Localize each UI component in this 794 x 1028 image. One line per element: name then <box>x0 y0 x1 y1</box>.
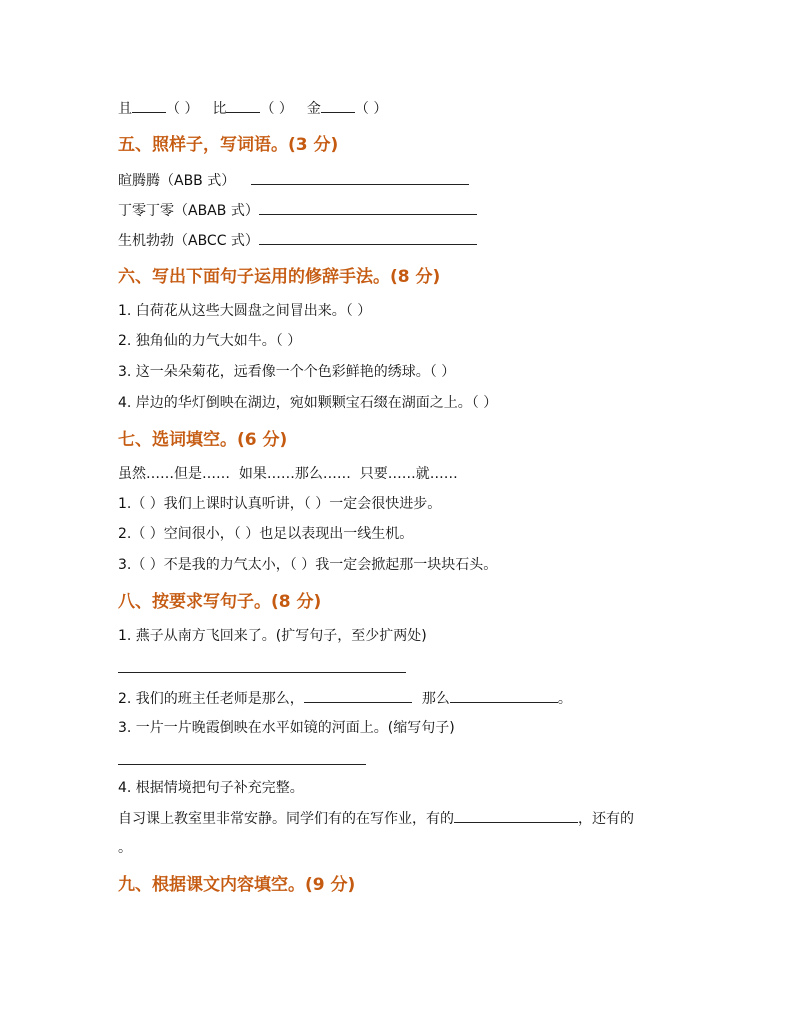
section8-item-4-blank-1[interactable] <box>454 808 578 823</box>
top-row-paren-3: （ ） <box>354 101 388 117</box>
section5-item-2 <box>118 200 477 221</box>
section5-blank-3[interactable] <box>259 230 477 245</box>
top-row-blank-2[interactable] <box>226 98 260 113</box>
top-row-blank-3[interactable] <box>321 98 355 113</box>
section8-item-2-part-b: 那么 <box>421 691 450 707</box>
section5-item-3 <box>118 230 477 251</box>
section5-item-1-text: 暄腾腾（ABB 式） <box>118 173 236 189</box>
section8-item-2-blank-2[interactable] <box>450 688 558 703</box>
top-row-paren-1: （ ） <box>166 101 199 117</box>
section6-title: 六、写出下面句子运用的修辞手法。(8 分) <box>118 267 441 287</box>
section8-item-2 <box>118 688 572 709</box>
section7-options: 虽然……但是…… 如果……那么…… 只要……就…… <box>118 466 458 482</box>
top-row-blank-1[interactable] <box>132 98 166 113</box>
section8-item-4-part-a: 自习课上教室里非常安静。同学们有的在写作业，有的 <box>118 811 454 827</box>
section6-item-1: 1. 白荷花从这些大圆盘之间冒出来。（ ） <box>118 303 372 319</box>
section5-blank-2[interactable] <box>259 200 477 215</box>
section8-title: 八、按要求写句子。(8 分) <box>118 592 322 612</box>
section8-item-4-end: 。 <box>118 840 132 856</box>
section8-item-4: 4. 根据情境把句子补充完整。 <box>118 780 304 796</box>
top-row-char-1: 且 <box>118 101 132 117</box>
section7-item-1: 1.（ ）我们上课时认真听讲，（ ）一定会很快进步。 <box>118 496 442 512</box>
section5-title: 五、照样子，写词语。(3 分) <box>118 135 339 155</box>
section8-item-3: 3. 一片一片晚霞倒映在水平如镜的河面上。(缩写句子) <box>118 720 455 736</box>
top-row <box>118 98 387 119</box>
top-row-char-2: 比 <box>212 101 227 117</box>
section6-item-2: 2. 独角仙的力气大如牛。（ ） <box>118 333 302 349</box>
top-row-char-3: 金 <box>306 101 321 117</box>
section8-answer-line-1[interactable] <box>118 672 406 673</box>
section7-title: 七、选词填空。(6 分) <box>118 430 288 450</box>
section8-item-2-blank-1[interactable] <box>304 688 412 703</box>
section8-answer-line-3[interactable] <box>118 764 366 765</box>
section7-item-3: 3.（ ）不是我的力气太小，（ ）我一定会掀起那一块块石头。 <box>118 557 498 573</box>
section5-blank-1[interactable] <box>251 170 469 185</box>
top-row-paren-2: （ ） <box>260 101 293 117</box>
section5-item-1 <box>118 170 469 191</box>
section8-item-2-part-c: 。 <box>557 691 572 707</box>
section8-item-4-text <box>118 808 634 829</box>
section9-title: 九、根据课文内容填空。(9 分) <box>118 875 356 895</box>
section8-item-2-part-a: 2. 我们的班主任老师是那么， <box>118 691 304 707</box>
section5-item-2-text: 丁零丁零（ABAB 式） <box>118 203 259 219</box>
section6-item-3: 3. 这一朵朵菊花，远看像一个个色彩鲜艳的绣球。（ ） <box>118 364 456 380</box>
section7-item-2: 2.（ ）空间很小，（ ）也足以表现出一线生机。 <box>118 526 414 542</box>
section5-item-3-text: 生机勃勃（ABCC 式） <box>118 233 259 249</box>
section8-item-1: 1. 燕子从南方飞回来了。(扩写句子，至少扩两处) <box>118 628 427 644</box>
section6-item-4: 4. 岸边的华灯倒映在湖边，宛如颗颗宝石缀在湖面之上。（ ） <box>118 395 498 411</box>
section8-item-4-part-b: ，还有的 <box>578 811 634 827</box>
